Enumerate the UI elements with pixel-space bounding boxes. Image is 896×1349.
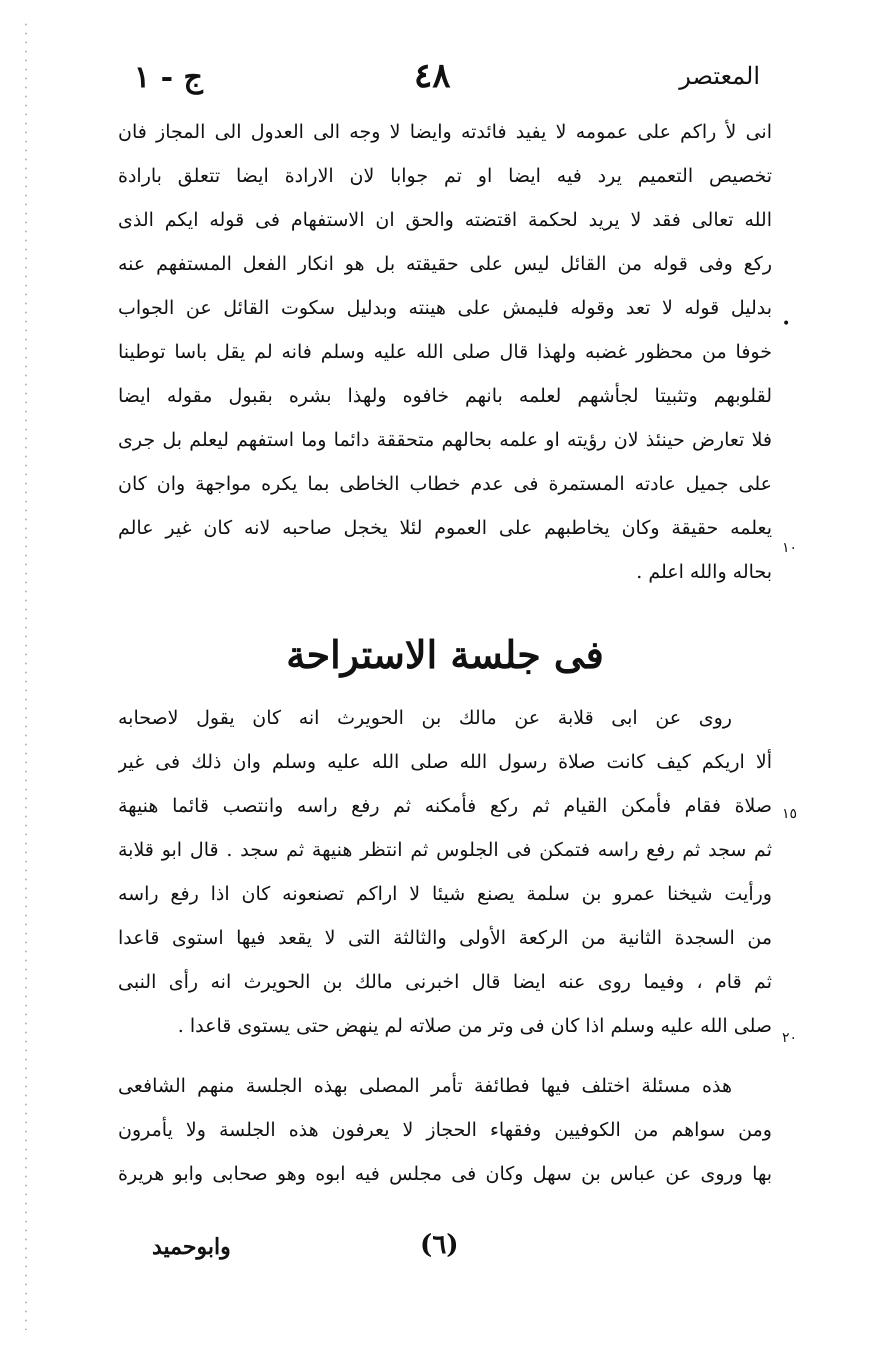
paragraph-three: [118, 1064, 772, 1196]
running-title: المعتصر: [679, 62, 760, 90]
text-line: من السجدة الثانية من الركعة الأولى والثالثة التى لا يقعد فيها استوى قاعدا: [118, 927, 772, 949]
margin-bullet: •: [782, 316, 791, 332]
text-line: بها وروى عن عباس بن سهل وكان فى مجلس فيه ابوه وهو صحابى وابو هريرة: [118, 1163, 772, 1185]
text-line: هذه مسئلة اختلف فيها فطائفة تأمر المصلى بهذه الجلسة منهم الشافعى: [118, 1075, 732, 1097]
page-number: ٤٨: [414, 56, 451, 96]
text-line: ألا اريكم كيف كانت صلاة رسول الله صلى الله عليه وسلم وان ذلك فى غير: [118, 751, 772, 773]
text-line: ومن سواهم من الكوفيين وفقهاء الحجاز لا يعرفون هذه الجلسة ولا يأمرون: [118, 1119, 772, 1141]
text-line: خوفا من محظور غضبه ولهذا قال صلى الله عليه وسلم فانه لم يقل باسا توطينا: [118, 341, 772, 363]
text-line: الله تعالى فقد لا يريد لحكمة اقتضته والحق ان الاستفهام فى قوله ايكم الذى: [118, 209, 772, 231]
text-line: بحاله والله اعلم .: [636, 561, 772, 583]
text-line: على جميل عادته المستمرة فى عدم خطاب الخاطى بما يكره مواجهة وان كان: [118, 473, 772, 495]
text-line: ورأيت شيخنا عمرو بن سلمة يصنع شيئا لا اراكم تصنعونه كان اذا رفع راسه: [118, 883, 772, 905]
paragraph-two: [118, 696, 772, 1048]
text-line: صلى الله عليه وسلم اذا كان فى وتر من صلاته لم ينهض حتى يستوى قاعدا .: [177, 1015, 772, 1037]
text-line: فلا تعارض حينئذ لان رؤيته او علمه بحالهم متحققة دائما وما استفهم ليعلم بل جرى: [118, 429, 772, 451]
text-line: انى لأ راكم على عمومه لا يفيد فائدته وايضا لا وجه الى العدول الى المجاز فان: [118, 121, 772, 143]
text-line: ثم سجد ثم رفع راسه فتمكن فى الجلوس ثم انتظر هنيهة ثم سجد . قال ابو قلابة: [118, 839, 772, 861]
section-heading: فى جلسة الاستراحة: [286, 632, 604, 677]
binding-edge-dots: [24, 20, 28, 1330]
text-line: تخصيص التعميم يرد فيه ايضا او تم جوابا لان الارادة ايضا تتعلق بارادة: [118, 165, 772, 187]
text-line: لقلوبهم وتثبيتا لجأشهم لعلمه بانهم خافوه ولهذا بشره بقبول مقوله ايضا: [118, 385, 772, 407]
line-number-twenty: ٢٠: [782, 1030, 798, 1046]
text-line: روى عن ابى قلابة عن مالك بن الحويرث انه كان يقول لاصحابه: [118, 707, 732, 729]
text-line: ثم قام ، وفيما روى عنه ايضا قال اخبرنى مالك بن الحويرث انه رأى النبى: [118, 971, 772, 993]
catchword: وابوحميد: [152, 1234, 231, 1260]
text-line: ركع وفى قوله من القائل ليس على حقيقته بل هو انكار الفعل المستفهم عنه: [118, 253, 772, 275]
line-number-fifteen: ١٥: [782, 806, 798, 822]
signature-number: (٦): [420, 1230, 459, 1260]
page-footer: [120, 1230, 760, 1270]
line-number-ten: ١٠: [782, 540, 798, 556]
text-line: بدليل قوله لا تعد وقوله فليمش على هينته وبدليل سكوت القائل عن الجواب: [118, 297, 772, 319]
text-line: يعلمه حقيقة وكان يخاطبهم على العموم لئلا يخجل صاحبه لانه كان غير عالم: [118, 517, 772, 539]
paragraph-one: [118, 110, 772, 594]
volume-label: ج - ١: [134, 60, 203, 95]
text-line: صلاة فقام فأمكن القيام ثم ركع فأمكنه ثم رفع راسه وانتصب قائما هنيهة: [118, 795, 772, 817]
page-header: [120, 56, 760, 104]
